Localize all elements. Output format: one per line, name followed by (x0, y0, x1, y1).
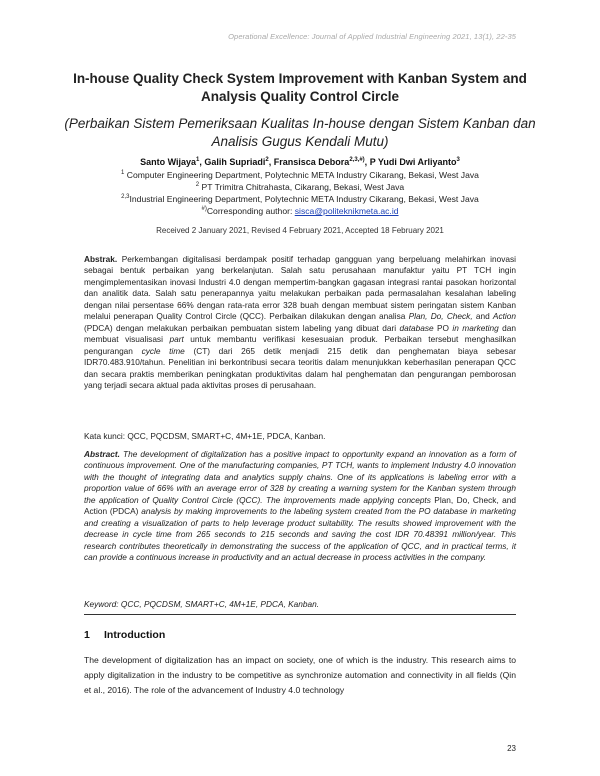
affiliation-1 (60, 170, 540, 180)
affiliation-marker: 2 (195, 182, 200, 189)
affiliation-text: Computer Engineering Department, Polytechnic META Industry Cikarang, Bekasi, West Java (126, 170, 479, 180)
affiliation-text: Industrial Engineering Department, Polytechnic META Industry Cikarang, Bekasi, West Java (129, 194, 479, 204)
affiliation-3 (60, 194, 540, 204)
section-divider (84, 614, 516, 615)
author-affiliation-marker: 1 (196, 157, 200, 163)
affiliation-text: PT Trimitra Chitrahasta, Cikarang, Bekasi, West Java (201, 182, 405, 192)
abstract-label: Abstract. (84, 449, 120, 459)
paper-title-english: In-house Quality Check System Improvement with Kanban System and Analysis Quality Control Circle (73, 71, 527, 104)
author-affiliation-marker: 2,3,#) (349, 157, 365, 163)
affiliation-2 (60, 182, 540, 192)
abstract-term: Plan, Do, Check, and Action (PDCA) (84, 494, 517, 517)
abstract-english (84, 449, 516, 564)
abstract-term: Plan, Do, Check, (408, 311, 473, 322)
section-title: Introduction (104, 629, 166, 641)
affiliation-marker: 2,3 (121, 194, 130, 201)
received-dates: Received 2 January 2021, Revised 4 February 2021, Accepted 18 February 2021 (156, 226, 444, 235)
keywords-indonesian: Kata kunci: QCC, PQCDSM, SMART+C, 4M+1E, PDCA, Kanban. (84, 431, 326, 441)
abstract-label: Abstrak. (84, 254, 118, 264)
author-affiliation-marker: 2 (265, 157, 269, 163)
abstract-text: and (472, 311, 493, 322)
corresponding-author (60, 206, 540, 216)
abstract-text: (CT) dari 265 detik menjadi 215 detik dan penghematan biaya sebesar IDR70.483.910/tahun. Penelitian ini berkontribusi secara teoritis dalam menunjukkan keberhasilan penerapan QCC dan secara praktis memberikan peningkatan produktivitas dalam hal penghematan dan pengurangan pemborosan yang terjadi secara aktual pada aktivitas proses di perusahaan. (84, 345, 517, 390)
author-list: Santo Wijaya$^1$, Galih Supriadi$^2$, Fransisca Debora$^{2,3,\#)}$, P Yudi Dwi Arliyanto$^3$ (140, 157, 460, 167)
abstract-term: database (399, 322, 434, 333)
abstract-text: The development of digitalization has a positive impact to opportunity expand an innovation as a form of continuous improvement. One of the manufacturing companies, PT TCH, wants to implement Industry 4.0 innovation with the thought of integrating data and analytics supply chains. One of its applications is labeling error with a proportion value of 66% with an average error of 328 by creating a warning system for the Kanban system through the application of Quality Control Circle (QCC). The improvements made applying concepts (84, 449, 516, 505)
corresponding-label: Corresponding author: (206, 206, 293, 216)
author-name: P Yudi Dwi Arliyanto (369, 157, 457, 167)
paper-title-indonesian: (Perbaikan Sistem Pemeriksaan Kualitas In-house dengan Sistem Kanban dan Analisis Gugus Kendali Mutu) (64, 116, 536, 149)
corresponding-marker: #) (201, 206, 207, 213)
abstract-indonesian (84, 254, 516, 391)
author-name: Galih Supriadi (204, 157, 266, 167)
page-number: 23 (507, 744, 516, 753)
section-body-text: The development of digitalization has an impact on society, one of which is the industry. This research aims to apply digitalization in the industry to be competitive as synchronize automation and connectivity in all fields (Qin et al., 2016). The role of the advancement of Industry 4.0 technology (84, 655, 516, 695)
abstract-text: (PDCA) dengan melakukan perbaikan pembuatan sistem labeling yang dibuat dari (84, 322, 400, 333)
abstract-term: part (169, 334, 184, 345)
abstract-text: Perkembangan digitalisasi berdampak positif terhadap gangguan yang berpeluang melahirkan inovasi sebagai bentuk perbaikan yang berkelanjutan. Salah satu perusahaan manufaktur yaitu PT TCH ingin mengimplementasikan inovasi Industri 4.0 dengan mempertim-bangkan gagasan integrasi rantai pasokan horizontal dan analitik data. Salah satu penerapannya yaitu melakukan perbaikan pada permasalahan kesalahan labeling dengan nilai persentase 66% dengan rata-rata error 328 buah dengan membuat sistem peringatan sistem Kanban melalui penerapan Quality Control Circle (QCC). Perbaikan dilakukan dengan analisa (84, 254, 516, 322)
abstract-text: PO (433, 322, 453, 333)
running-head: Operational Excellence: Journal of Applied Industrial Engineering 2021, 13(1), 22-35 (228, 32, 516, 41)
abstract-term: in marketing (452, 322, 499, 333)
abstract-term: Action (492, 311, 516, 322)
affiliation-marker: 1 (121, 170, 125, 177)
section-number: 1 (84, 629, 90, 641)
abstract-text: untuk membantu verifikasi kesesuaian produk. Perbaikan tersebut menghasilkan pengurangan (84, 334, 516, 356)
keywords-english: Keyword: QCC, PQCDSM, SMART+C, 4M+1E, PDCA, Kanban. (84, 599, 320, 609)
abstract-text: dan membuat visualisasi (84, 322, 516, 345)
author-affiliation-marker: 3 (456, 157, 460, 163)
abstract-term: cycle time (141, 345, 185, 356)
author-name: Fransisca Debora (273, 157, 350, 167)
author-name: Santo Wijaya (140, 157, 197, 167)
abstract-text: analysis by making improvements to the labeling system created from the PO database in marketing and creating a visualization of parts to help leverage product suitability. The results showed improvement with the decrease in cycle time from 265 seconds to 215 seconds and saving the cost IDR 70.48391 million/year. This research contributes theoretically in demonstrating the success of the application of QCC, and in practical terms, it can provide a continuous increase in productivity and an actual decrease in process activities in the company. (84, 506, 516, 563)
corresponding-email-link[interactable]: sisca@politeknikmeta.ac.id (294, 206, 399, 216)
